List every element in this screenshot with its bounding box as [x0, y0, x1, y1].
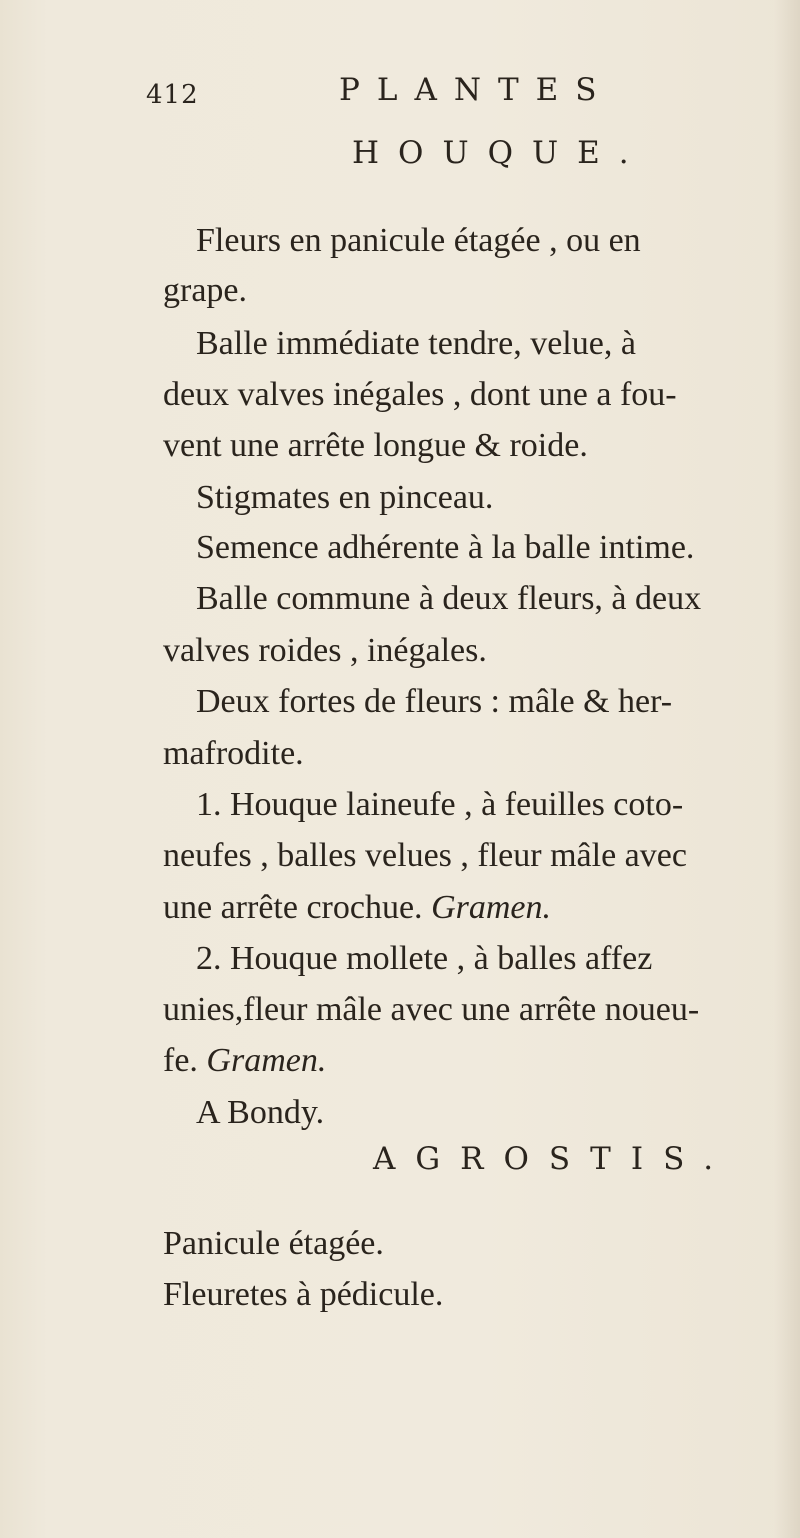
text-run: une arrête crochue.: [163, 889, 423, 926]
text-line: A Bondy.: [196, 1094, 325, 1131]
text-line: Deux fortes de fleurs : mâle & her-: [196, 683, 673, 720]
text-line: [163, 889, 551, 927]
text-line: valves roides , inégales.: [163, 632, 487, 669]
text-run: fe.: [163, 1042, 198, 1079]
text-line: Stigmates en pinceau.: [196, 479, 494, 516]
text-line: Semence adhérente à la balle intime.: [196, 529, 695, 566]
text-line: mafrodite.: [163, 735, 304, 772]
text-line: Balle commune à deux fleurs, à deux: [196, 580, 702, 617]
text-line: Panicule étagée.: [163, 1225, 384, 1262]
text-line: deux valves inégales , dont une a fou-: [163, 376, 677, 413]
text-line: 2. Houque mollete , à balles affez: [196, 940, 653, 977]
text-line: unies,fleur mâle avec une arrête noueu-: [163, 991, 700, 1028]
genus-italic: Gramen.: [206, 1042, 327, 1079]
text-line: Fleuretes à pédicule.: [163, 1276, 444, 1313]
running-head: PLANTES: [339, 72, 614, 108]
text-line: [163, 1042, 326, 1080]
text-line: Fleurs en panicule étagée , ou en: [196, 222, 641, 259]
section-heading-houque: HOUQUE.: [352, 135, 648, 171]
page-header: [0, 72, 800, 112]
text-line: grape.: [163, 272, 248, 309]
text-line: Balle immédiate tendre, velue, à: [196, 325, 636, 362]
section-heading-agrostis: AGROSTIS.: [373, 1141, 734, 1177]
text-line: vent une arrête longue & roide.: [163, 427, 588, 464]
genus-italic: Gramen.: [431, 889, 551, 926]
text-line: neufes , balles velues , fleur mâle avec: [163, 837, 687, 874]
text-line: 1. Houque laineufe , à feuilles coto-: [196, 786, 684, 823]
page-number: 412: [146, 80, 199, 110]
